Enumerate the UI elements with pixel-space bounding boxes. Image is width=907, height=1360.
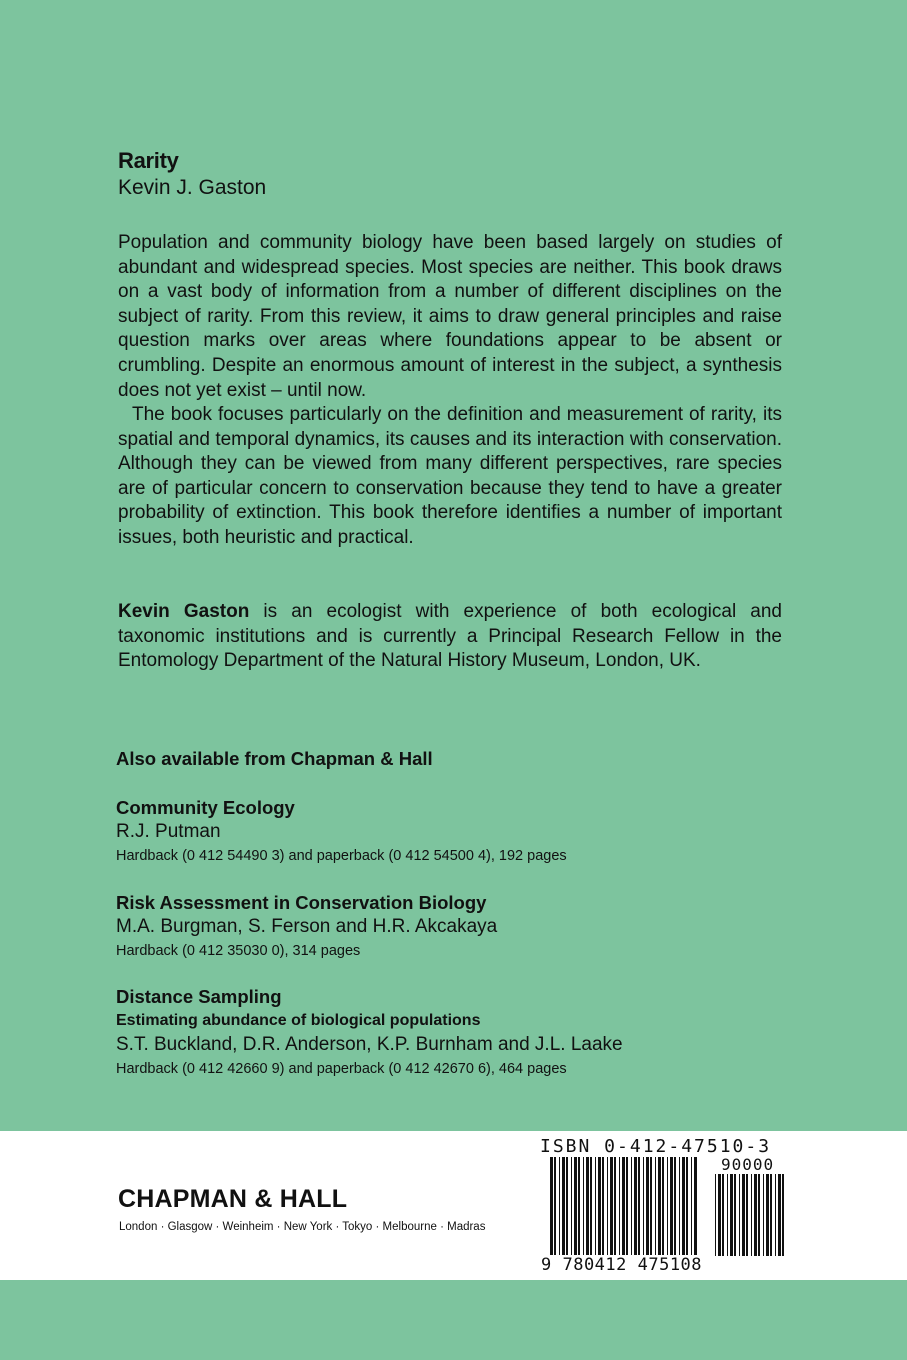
related-book-authors: M.A. Burgman, S. Ferson and H.R. Akcakaya xyxy=(116,916,498,937)
related-book-details: Hardback (0 412 42660 9) and paperback (0 412 42670 6), 464 pages xyxy=(116,1061,567,1077)
related-book-title: Community Ecology xyxy=(116,797,295,818)
publisher-name: CHAPMAN & HALL xyxy=(118,1185,348,1213)
also-available-heading: Also available from Chapman & Hall xyxy=(116,748,433,769)
author-bio-text: is an ecologist with experience of both ecological and taxonomic institutions and is currently a Principal Research Fellow in the Entomology Department of the Natural History Museum, London, UK. xyxy=(118,601,782,672)
related-book xyxy=(116,891,497,963)
related-book-title: Risk Assessment in Conservation Biology xyxy=(116,892,487,913)
related-book-subtitle: Estimating abundance of biological populations xyxy=(116,1012,481,1029)
related-book-authors: S.T. Buckland, D.R. Anderson, K.P. Burnham and J.L. Laake xyxy=(116,1034,623,1055)
blurb-paragraph-1: Population and community biology have been based largely on studies of abundant and widespread species. Most species are neither. This book draws on a vast body of information from a number of different disciplines on the subject of rarity. From this review, it aims to draw general principles and raise question marks over areas where foundations appear to be absent or crumbling. Despite an enormous amount of interest in the subject, a synthesis does not yet exist – until now. xyxy=(118,232,782,401)
related-book-title: Distance Sampling xyxy=(116,986,282,1007)
book-title: Rarity xyxy=(118,148,179,173)
related-book-details: Hardback (0 412 35030 0), 314 pages xyxy=(116,943,361,959)
isbn-label: ISBN 0-412-47510-3 xyxy=(540,1136,772,1157)
author-bio xyxy=(118,600,782,674)
blurb-paragraph-2: The book focuses particularly on the definition and measurement of rarity, its spatial and temporal dynamics, its causes and its interaction with conservation. Although they can be viewed from many different perspectives, rare species are of particular concern to conservation because they tend to have a greater probability of extinction. This book therefore identifies a number of important issues, both heuristic and practical. xyxy=(118,404,782,548)
related-book-details: Hardback (0 412 54490 3) and paperback (0 412 54500 4), 192 pages xyxy=(116,848,567,864)
related-book xyxy=(116,796,567,868)
author-bio-name: Kevin Gaston xyxy=(118,601,250,622)
book-author: Kevin J. Gaston xyxy=(118,176,267,199)
ean-barcode xyxy=(550,1157,698,1257)
related-book-authors: R.J. Putman xyxy=(116,821,221,842)
related-book xyxy=(116,985,623,1081)
publisher-cities: London · Glasgow · Weinheim · New York · Tokyo · Melbourne · Madras xyxy=(119,1221,486,1233)
ean-number: 9 780412 475108 xyxy=(541,1255,703,1275)
price-code: 90000 xyxy=(721,1155,775,1174)
price-barcode xyxy=(715,1174,789,1256)
